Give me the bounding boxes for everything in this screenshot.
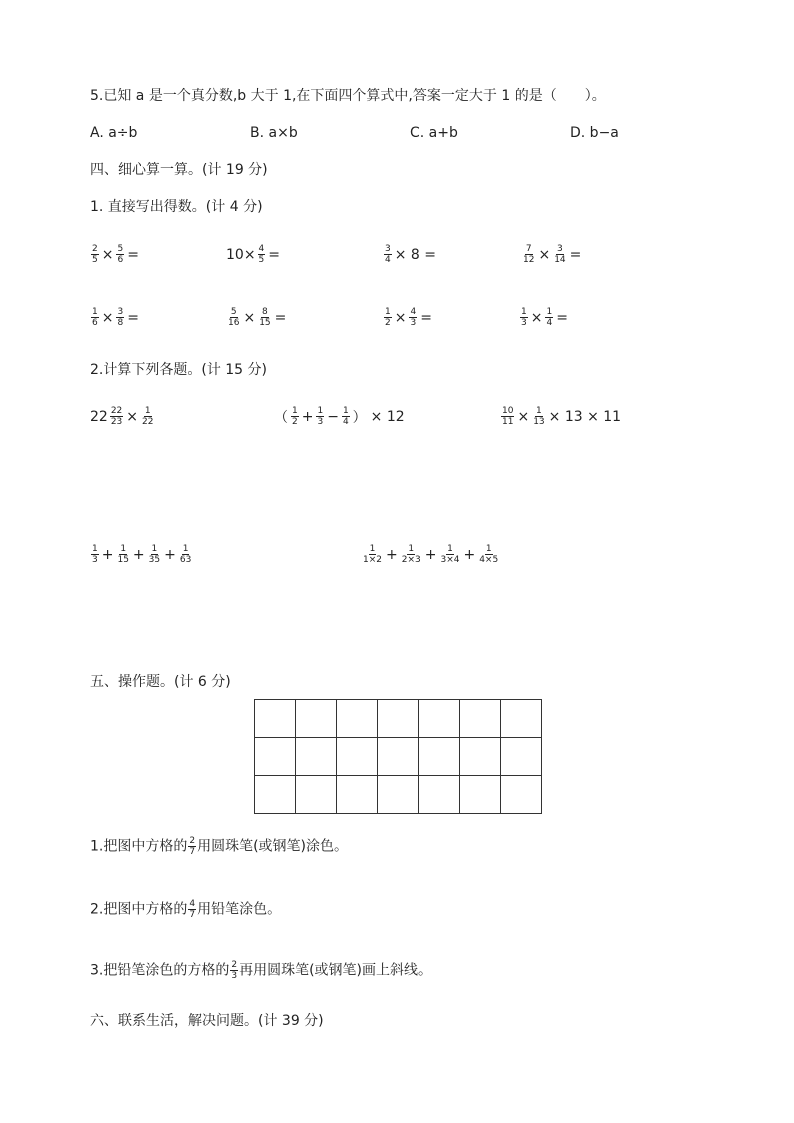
calc-5: $\frac{1}{1\times 2}$ + $\frac{1}{2\times 3}$ + $\frac{1}{3\times 4}$ + $\frac{1}{4\times 5}$ (363, 544, 499, 565)
grid-cell (255, 776, 296, 814)
grid-cell (378, 738, 419, 776)
part-2-title: 2.计算下列各题。(计 15 分) (90, 362, 267, 378)
grid-row (255, 700, 542, 738)
fraction: $\frac{1}{3}$ (317, 406, 324, 427)
fraction: $\frac{1}{63}$ (179, 544, 192, 565)
fraction: $\frac{1}{4\times 5}$ (479, 544, 499, 565)
grid-row (255, 776, 542, 814)
grid-cell (378, 700, 419, 738)
fraction: $\frac{2}{3}$ (231, 960, 238, 981)
fraction: $\frac{1}{2}$ (385, 307, 391, 328)
direct-calc-r1-e2: 10× $\frac{4}{5}$ = (226, 244, 281, 265)
fraction: $\frac{3}{14}$ (554, 244, 566, 265)
fraction: $\frac{1}{4}$ (342, 406, 349, 427)
fraction: $\frac{1}{1\times 2}$ (363, 544, 382, 565)
grid-cell (296, 738, 337, 776)
section-5-title: 五、操作题。(计 6 分) (90, 674, 231, 690)
grid-row (255, 738, 542, 776)
calc-2: （ $\frac{1}{2}$ + $\frac{1}{3}$ − $\frac{1}{4}$ ） × 12 (274, 406, 405, 427)
option-b: B. a×b (250, 125, 298, 141)
grid-cell (419, 738, 460, 776)
fraction: $\frac{4}{3}$ (410, 307, 417, 328)
fraction: $\frac{1}{2\times 3}$ (401, 544, 421, 565)
fraction: $\frac{1}{13}$ (533, 406, 545, 427)
fraction: $\frac{22}{23}$ (110, 406, 123, 427)
fraction: $\frac{1}{22}$ (142, 406, 154, 427)
grid-cell (337, 776, 378, 814)
fraction: $\frac{5}{16}$ (228, 307, 240, 328)
fraction: $\frac{1}{2}$ (292, 406, 298, 427)
fraction: $\frac{3}{8}$ (117, 307, 124, 328)
grid-cell (501, 738, 542, 776)
grid-cell (501, 700, 542, 738)
question-5-text: 5.已知 a 是一个真分数,b 大于 1,在下面四个算式中,答案一定大于 1 的是（ ）。 (90, 88, 606, 104)
fraction: $\frac{10}{11}$ (502, 406, 514, 427)
grid-cell (296, 776, 337, 814)
fraction: $\frac{1}{3}$ (92, 544, 98, 565)
calc-4: $\frac{1}{3}$ + $\frac{1}{15}$ + $\frac{1}{35}$ + $\frac{1}{63}$ (92, 544, 192, 565)
fraction: $\frac{3}{4}$ (385, 244, 391, 265)
part-1-title: 1. 直接写出得数。(计 4 分) (90, 199, 263, 215)
direct-calc-r1-e1: $\frac{2}{5}$ × $\frac{5}{6}$ = (92, 244, 139, 265)
fraction: $\frac{1}{4}$ (546, 307, 553, 328)
fraction: $\frac{1}{3\times 4}$ (440, 544, 460, 565)
operation-q2: 2.把图中方格的 $\frac{4}{7}$ 用铅笔涂色。 (90, 899, 282, 920)
direct-calc-r1-e4: $\frac{7}{12}$ × $\frac{3}{14}$ = (523, 244, 582, 265)
direct-calc-r2-e4: $\frac{1}{3}$ × $\frac{1}{4}$ = (521, 307, 568, 328)
fraction: $\frac{4}{5}$ (258, 244, 265, 265)
grid-cell (337, 700, 378, 738)
fraction: $\frac{1}{35}$ (148, 544, 161, 565)
option-a: A. a÷b (90, 125, 138, 141)
operation-q3: 3.把铅笔涂色的方格的 $\frac{2}{3}$ 再用圆珠笔(或钢笔)画上斜线。 (90, 960, 433, 981)
square-grid (254, 699, 542, 814)
grid-cell (460, 776, 501, 814)
fraction: $\frac{4}{7}$ (189, 899, 196, 920)
direct-calc-r1-e3: $\frac{3}{4}$ × 8 = (385, 244, 437, 265)
grid-cell (255, 738, 296, 776)
grid-cell (460, 738, 501, 776)
fraction: $\frac{5}{6}$ (117, 244, 124, 265)
grid-cell (419, 700, 460, 738)
fraction: $\frac{7}{12}$ (523, 244, 535, 265)
section-4-title: 四、细心算一算。(计 19 分) (90, 162, 268, 178)
grid-cell (296, 700, 337, 738)
grid-cell (255, 700, 296, 738)
option-c: C. a+b (410, 125, 458, 141)
calc-1: 22 $\frac{22}{23}$ × $\frac{1}{22}$ (90, 406, 154, 427)
option-d: D. b−a (570, 125, 619, 141)
grid-cell (378, 776, 419, 814)
direct-calc-r2-e1: $\frac{1}{6}$ × $\frac{3}{8}$ = (92, 307, 139, 328)
fraction: $\frac{1}{6}$ (92, 307, 98, 328)
grid-cell (460, 700, 501, 738)
grid-cell (501, 776, 542, 814)
fraction: $\frac{2}{7}$ (189, 836, 196, 857)
direct-calc-r2-e2: $\frac{5}{16}$ × $\frac{8}{15}$ = (228, 307, 287, 328)
fraction: $\frac{2}{5}$ (92, 244, 98, 265)
grid-cell (337, 738, 378, 776)
direct-calc-r2-e3: $\frac{1}{2}$ × $\frac{4}{3}$ = (385, 307, 432, 328)
fraction: $\frac{1}{3}$ (521, 307, 527, 328)
calc-3: $\frac{10}{11}$ × $\frac{1}{13}$ × 13 × 11 (502, 406, 622, 427)
grid-cell (419, 776, 460, 814)
section-6-title: 六、联系生活，解决问题。(计 39 分) (90, 1013, 324, 1029)
operation-q1: 1.把图中方格的 $\frac{2}{7}$ 用圆珠笔(或钢笔)涂色。 (90, 836, 349, 857)
fraction: $\frac{8}{15}$ (259, 307, 271, 328)
fraction: $\frac{1}{15}$ (117, 544, 129, 565)
